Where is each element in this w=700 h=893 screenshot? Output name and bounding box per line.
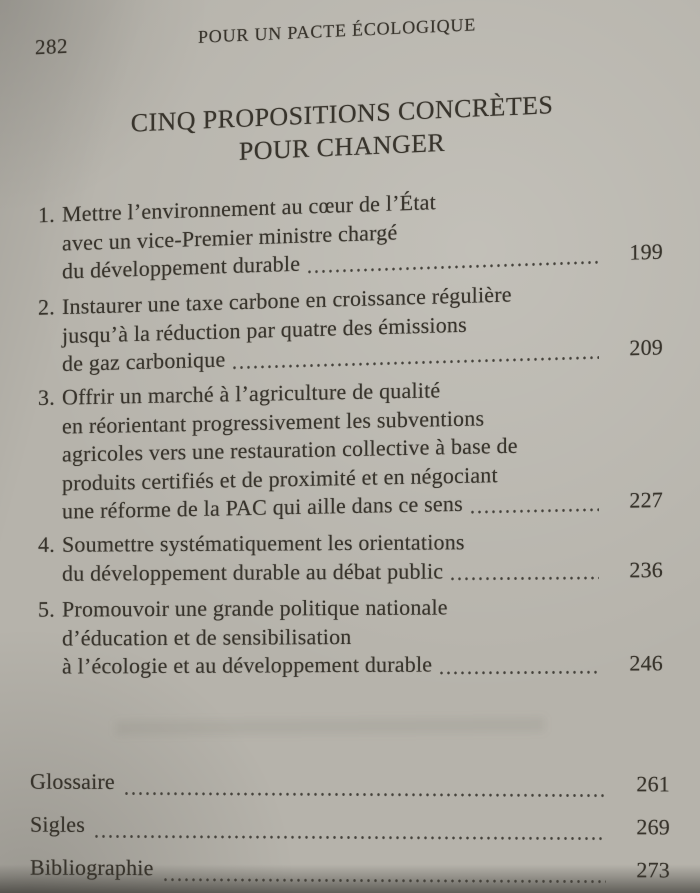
toc-entry-line: du développement durable au débat public [62, 557, 444, 585]
dotted-leader [306, 260, 599, 273]
chapter-title-line1: CINQ PROPOSITIONS CONCRÈTES [130, 90, 554, 138]
toc-page-ref: 269 [636, 814, 670, 840]
dotted-leader [438, 670, 599, 674]
toc-entry-line: jusqu’à la réduction par quatre des émissions [62, 310, 467, 348]
page-number: 282 [35, 33, 68, 60]
toc-page-ref: 273 [636, 857, 670, 883]
backmatter-label: Bibliographie [30, 854, 154, 881]
toc-entry-line: en réorientant progressivement les subventions [62, 404, 485, 439]
toc-entry-3 [0, 371, 700, 527]
dotted-leader [469, 508, 599, 513]
toc-entry-line: agricoles vers une restauration collective à base de [62, 432, 518, 467]
toc-entry-line: Promouvoir une grande politique nationale [62, 593, 448, 622]
dotted-leader [123, 792, 606, 797]
toc-entry-number: 1. [38, 201, 55, 228]
running-header: POUR UN PACTE ÉCOLOGIQUE [197, 14, 477, 47]
toc-entry-5 [0, 592, 700, 681]
page-header [0, 4, 700, 62]
chapter-title [0, 82, 692, 179]
toc-entry-line: produits certifiés et de proximité et en négociant [62, 461, 498, 496]
toc-entry-line: avec un vice-Premier ministre chargé [62, 218, 398, 256]
chapter-title-line2: POUR CHANGER [238, 127, 446, 166]
toc-entry-line: d’éducation et de sensibilisation [62, 622, 352, 650]
toc-page-ref: 199 [629, 238, 663, 265]
toc-entry-lastline [38, 555, 663, 587]
toc-page-ref: 227 [629, 486, 663, 513]
toc-page-ref: 236 [629, 556, 663, 582]
toc-entry-number: 3. [38, 384, 55, 410]
dotted-leader [93, 835, 606, 840]
toc-page-ref: 209 [629, 333, 663, 360]
dotted-leader [231, 355, 599, 368]
toc-entry-line: Soumettre systématiquement les orientations [62, 528, 465, 557]
backmatter-label: Sigles [30, 811, 85, 837]
backmatter-entry-bibliographie [0, 853, 700, 893]
toc-page-ref: 261 [636, 771, 670, 797]
backmatter-list [0, 767, 700, 893]
dotted-leader [449, 576, 599, 580]
toc-entry-number: 4. [38, 531, 55, 557]
dotted-leader [162, 878, 606, 883]
backmatter-entry-sigles [0, 810, 700, 856]
backmatter-entry-glossaire [0, 767, 700, 813]
toc-entry-line: une réforme de la PAC qui aille dans ce sens [62, 490, 463, 524]
toc-entry-line: Mettre l’environnement au cœur de l’État [62, 189, 436, 227]
toc-entry-line: Offrir un marché à l’agriculture de qualité [62, 377, 441, 410]
toc-entry-line: Instaurer une taxe carbone en croissance régulière [62, 280, 512, 319]
toc-entry-line: de gaz carbonique [62, 345, 226, 376]
toc-entry-line: à l’écologie et au développement durable [62, 651, 433, 679]
toc-entry-2 [0, 275, 700, 380]
toc-entry-4 [0, 526, 700, 587]
toc-entry-lastline [38, 649, 663, 681]
toc-entry-number: 2. [38, 293, 55, 320]
toc-entry-1 [0, 179, 700, 288]
backmatter-label: Glossaire [30, 768, 115, 794]
page-bleedthrough-smudge [115, 717, 545, 736]
toc-entry-number: 5. [38, 596, 55, 622]
table-of-contents [0, 191, 700, 687]
toc-entry-line: du développement durable [62, 250, 301, 284]
toc-page-ref: 246 [629, 649, 663, 676]
